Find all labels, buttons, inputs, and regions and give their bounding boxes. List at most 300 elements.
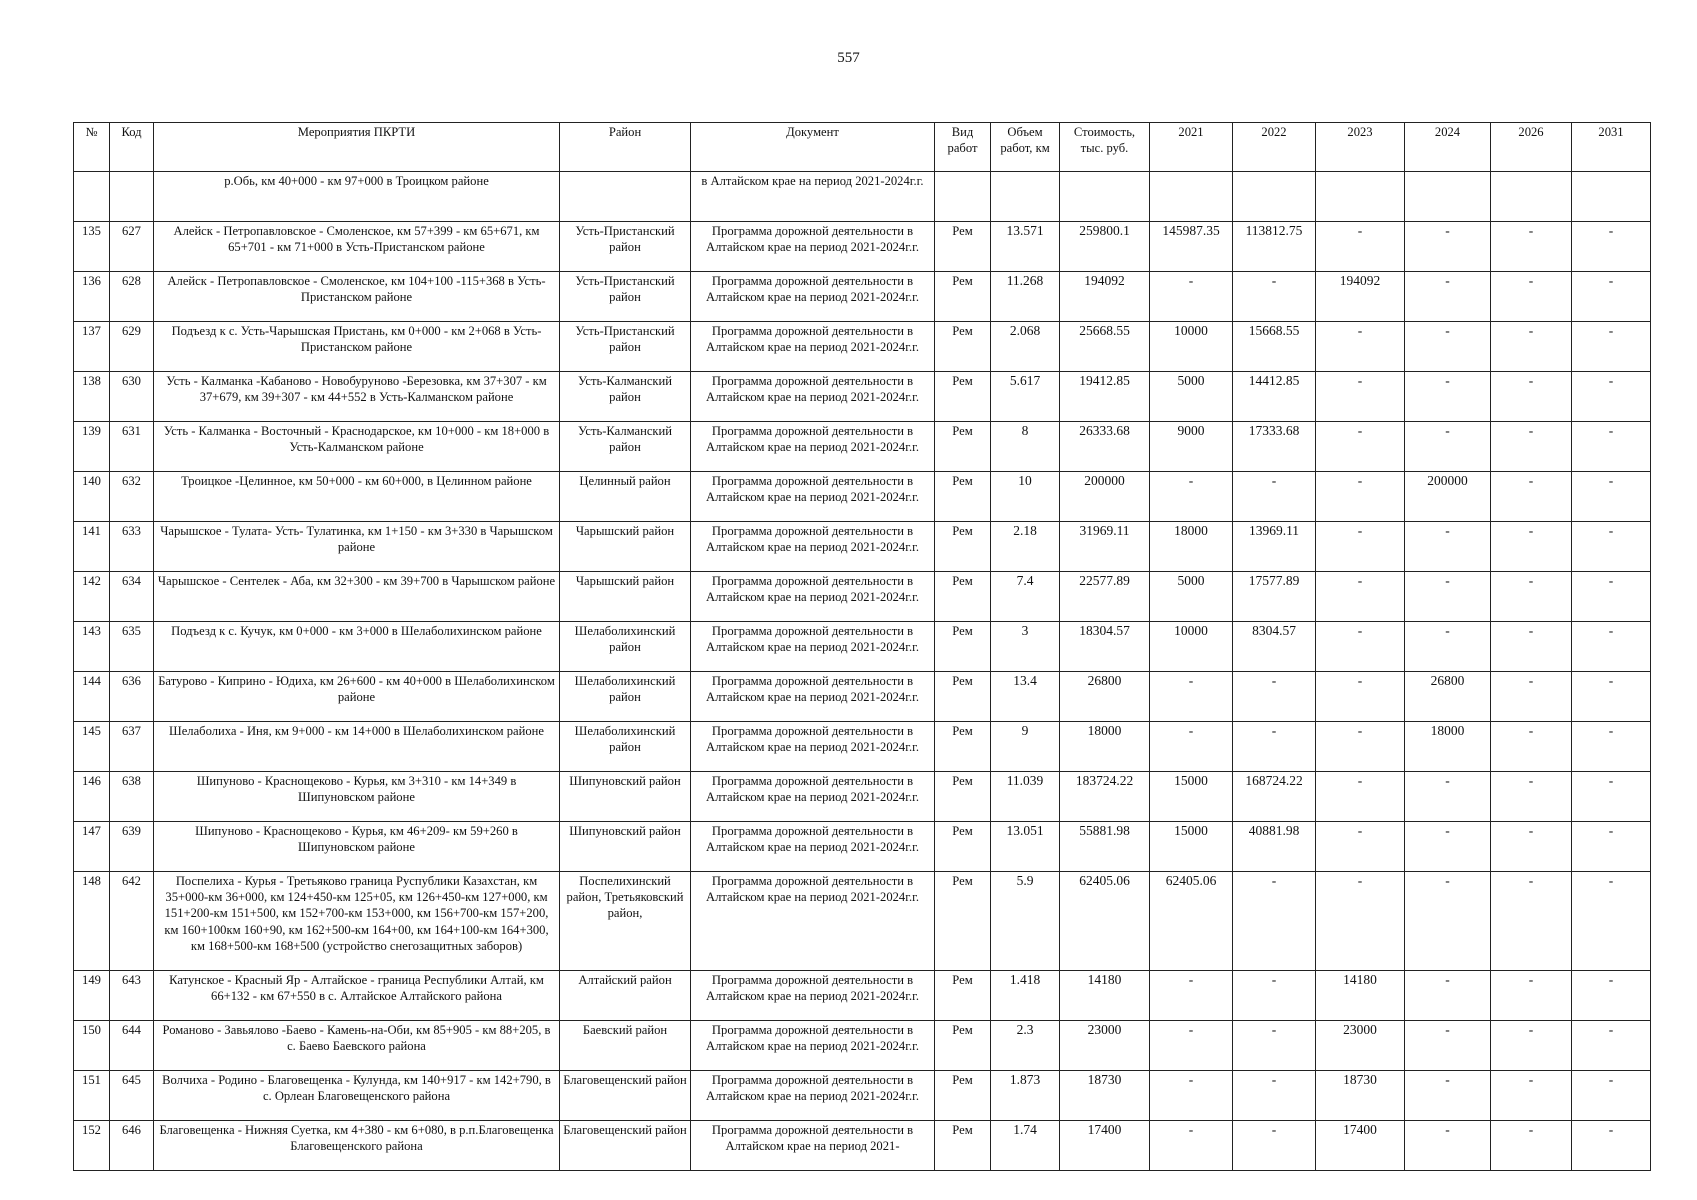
col-2021-cell: -	[1150, 472, 1233, 522]
col-2021-cell: -	[1150, 672, 1233, 722]
col-2022-cell: 15668.55	[1233, 322, 1316, 372]
col-2021-cell: 15000	[1150, 772, 1233, 822]
col-code-cell: 639	[110, 822, 154, 872]
col-work-type-cell: Рем	[935, 722, 991, 772]
col-measure-cell: Батурово - Киприно - Юдиха, км 26+600 - км 40+000 в Шелаболихинском районе	[154, 672, 560, 722]
col-2022-cell: -	[1233, 472, 1316, 522]
col-2021-cell: 15000	[1150, 822, 1233, 872]
col-work-type-cell: Рем	[935, 1121, 991, 1171]
col-district-cell: Алтайский район	[560, 971, 691, 1021]
col-volume-cell: 5.617	[991, 372, 1060, 422]
header-col-district: Район	[560, 123, 691, 172]
col-2022-cell: -	[1233, 971, 1316, 1021]
col-document-cell: Программа дорожной деятельности в Алтайском крае на период 2021-2024г.г.	[691, 1071, 935, 1121]
col-2022-cell: -	[1233, 672, 1316, 722]
col-code-cell: 632	[110, 472, 154, 522]
col-2026-cell: -	[1491, 971, 1572, 1021]
col-district-cell: Благовещенский район	[560, 1071, 691, 1121]
col-volume-cell: 1.418	[991, 971, 1060, 1021]
col-2024-cell: 18000	[1405, 722, 1491, 772]
col-work-type-cell	[935, 172, 991, 222]
col-2026-cell: -	[1491, 422, 1572, 472]
col-code-cell: 633	[110, 522, 154, 572]
col-district-cell: Чарышский район	[560, 572, 691, 622]
col-2026-cell: -	[1491, 622, 1572, 672]
col-2022-cell	[1233, 172, 1316, 222]
col-district-cell: Усть-Пристанский район	[560, 272, 691, 322]
col-code-cell: 631	[110, 422, 154, 472]
col-2031-cell: -	[1572, 222, 1651, 272]
col-document-cell: Программа дорожной деятельности в Алтайском крае на период 2021-2024г.г.	[691, 622, 935, 672]
col-cost-cell: 259800.1	[1060, 222, 1150, 272]
col-2023-cell: 14180	[1316, 971, 1405, 1021]
col-2031-cell: -	[1572, 422, 1651, 472]
col-2021-cell	[1150, 172, 1233, 222]
header-col-2026: 2026	[1491, 123, 1572, 172]
col-2031-cell: -	[1572, 272, 1651, 322]
col-district-cell: Шелаболихинский район	[560, 672, 691, 722]
col-2026-cell	[1491, 172, 1572, 222]
header-col-2031: 2031	[1572, 123, 1651, 172]
col-number-cell: 143	[74, 622, 110, 672]
col-cost-cell: 26333.68	[1060, 422, 1150, 472]
col-2031-cell: -	[1572, 1021, 1651, 1071]
col-2024-cell: -	[1405, 372, 1491, 422]
col-document-cell: Программа дорожной деятельности в Алтайском крае на период 2021-2024г.г.	[691, 222, 935, 272]
col-work-type-cell: Рем	[935, 1021, 991, 1071]
col-number-cell: 148	[74, 872, 110, 971]
table-body	[74, 172, 1651, 1171]
table-row	[74, 172, 1651, 222]
col-2031-cell: -	[1572, 872, 1651, 971]
col-document-cell: Программа дорожной деятельности в Алтайском крае на период 2021-2024г.г.	[691, 322, 935, 372]
col-volume-cell: 1.74	[991, 1121, 1060, 1171]
header-col-cost: Стоимость, тыс. руб.	[1060, 123, 1150, 172]
col-2024-cell: -	[1405, 522, 1491, 572]
col-2021-cell: 18000	[1150, 522, 1233, 572]
col-2026-cell: -	[1491, 1021, 1572, 1071]
col-volume-cell: 13.4	[991, 672, 1060, 722]
col-2021-cell: -	[1150, 1071, 1233, 1121]
col-number-cell: 146	[74, 772, 110, 822]
col-2031-cell	[1572, 172, 1651, 222]
col-2021-cell: -	[1150, 1121, 1233, 1171]
table-row	[74, 622, 1651, 672]
col-number-cell: 139	[74, 422, 110, 472]
col-2031-cell: -	[1572, 1121, 1651, 1171]
col-code-cell: 627	[110, 222, 154, 272]
col-2031-cell: -	[1572, 971, 1651, 1021]
col-2026-cell: -	[1491, 722, 1572, 772]
col-2023-cell: 194092	[1316, 272, 1405, 322]
col-2023-cell: 23000	[1316, 1021, 1405, 1071]
col-2031-cell: -	[1572, 672, 1651, 722]
col-2021-cell: 145987.35	[1150, 222, 1233, 272]
col-2021-cell: 5000	[1150, 572, 1233, 622]
col-number-cell: 149	[74, 971, 110, 1021]
table-row	[74, 222, 1651, 272]
col-2024-cell: -	[1405, 822, 1491, 872]
col-measure-cell: Алейск - Петропавловское - Смоленское, км 104+100 -115+368 в Усть-Пристанском районе	[154, 272, 560, 322]
col-2023-cell: 18730	[1316, 1071, 1405, 1121]
table-row	[74, 971, 1651, 1021]
header-col-number: №	[74, 123, 110, 172]
col-volume-cell: 7.4	[991, 572, 1060, 622]
col-document-cell: Программа дорожной деятельности в Алтайском крае на период 2021-2024г.г.	[691, 422, 935, 472]
col-number-cell: 137	[74, 322, 110, 372]
col-code-cell: 637	[110, 722, 154, 772]
col-cost-cell: 18000	[1060, 722, 1150, 772]
col-2022-cell: -	[1233, 722, 1316, 772]
col-cost-cell: 18730	[1060, 1071, 1150, 1121]
col-document-cell: Программа дорожной деятельности в Алтайском крае на период 2021-2024г.г.	[691, 971, 935, 1021]
col-document-cell: Программа дорожной деятельности в Алтайском крае на период 2021-2024г.г.	[691, 372, 935, 422]
col-2026-cell: -	[1491, 472, 1572, 522]
col-number-cell: 136	[74, 272, 110, 322]
col-work-type-cell: Рем	[935, 322, 991, 372]
col-work-type-cell: Рем	[935, 222, 991, 272]
col-document-cell: в Алтайском крае на период 2021-2024г.г.	[691, 172, 935, 222]
col-2023-cell: -	[1316, 322, 1405, 372]
table-header-row	[74, 123, 1651, 172]
col-2024-cell: -	[1405, 322, 1491, 372]
col-2024-cell: -	[1405, 1071, 1491, 1121]
col-cost-cell: 23000	[1060, 1021, 1150, 1071]
col-volume-cell: 11.039	[991, 772, 1060, 822]
col-number-cell: 142	[74, 572, 110, 622]
col-2031-cell: -	[1572, 572, 1651, 622]
col-2024-cell: -	[1405, 971, 1491, 1021]
col-code-cell: 636	[110, 672, 154, 722]
col-district-cell: Шипуновский район	[560, 822, 691, 872]
col-2023-cell: -	[1316, 772, 1405, 822]
col-cost-cell: 17400	[1060, 1121, 1150, 1171]
col-2024-cell: 200000	[1405, 472, 1491, 522]
col-document-cell: Программа дорожной деятельности в Алтайском крае на период 2021-2024г.г.	[691, 772, 935, 822]
col-cost-cell	[1060, 172, 1150, 222]
col-document-cell: Программа дорожной деятельности в Алтайском крае на период 2021-2024г.г.	[691, 572, 935, 622]
col-2022-cell: -	[1233, 1071, 1316, 1121]
col-volume-cell: 2.3	[991, 1021, 1060, 1071]
table-row	[74, 772, 1651, 822]
col-2031-cell: -	[1572, 822, 1651, 872]
col-code-cell: 644	[110, 1021, 154, 1071]
col-2021-cell: -	[1150, 722, 1233, 772]
col-measure-cell: Чарышское - Сентелек - Аба, км 32+300 - км 39+700 в Чарышском районе	[154, 572, 560, 622]
col-work-type-cell: Рем	[935, 522, 991, 572]
col-code-cell: 635	[110, 622, 154, 672]
col-measure-cell: Шипуново - Краснощеково - Курья, км 46+209- км 59+260 в Шипуновском районе	[154, 822, 560, 872]
col-measure-cell: Волчиха - Родино - Благовещенка - Кулунда, км 140+917 - км 142+790, в с. Орлеан Благовещенского района	[154, 1071, 560, 1121]
col-2023-cell: -	[1316, 572, 1405, 622]
col-measure-cell: Подъезд к с. Усть-Чарышская Пристань, км 0+000 - км 2+068 в Усть-Пристанском районе	[154, 322, 560, 372]
col-measure-cell: Подъезд к с. Кучук, км 0+000 - км 3+000 в Шелаболихинском районе	[154, 622, 560, 672]
col-work-type-cell: Рем	[935, 772, 991, 822]
col-volume-cell: 8	[991, 422, 1060, 472]
col-2022-cell: 14412.85	[1233, 372, 1316, 422]
col-2023-cell: -	[1316, 872, 1405, 971]
col-district-cell: Шипуновский район	[560, 772, 691, 822]
col-measure-cell: Благовещенка - Нижняя Суетка, км 4+380 - км 6+080, в р.п.Благовещенка Благовещенского района	[154, 1121, 560, 1171]
col-volume-cell: 5.9	[991, 872, 1060, 971]
col-cost-cell: 14180	[1060, 971, 1150, 1021]
header-col-2023: 2023	[1316, 123, 1405, 172]
col-measure-cell: Усть - Калманка -Кабаново - Новобуруново -Березовка, км 37+307 - км 37+679, км 39+307 - км 44+552 в Усть-Калманском районе	[154, 372, 560, 422]
table-row	[74, 322, 1651, 372]
col-2024-cell: -	[1405, 872, 1491, 971]
col-district-cell: Шелаболихинский район	[560, 622, 691, 672]
col-2023-cell: -	[1316, 422, 1405, 472]
col-2026-cell: -	[1491, 772, 1572, 822]
table-row	[74, 722, 1651, 772]
col-work-type-cell: Рем	[935, 971, 991, 1021]
col-work-type-cell: Рем	[935, 1071, 991, 1121]
col-cost-cell: 19412.85	[1060, 372, 1150, 422]
col-code-cell: 643	[110, 971, 154, 1021]
col-volume-cell: 13.051	[991, 822, 1060, 872]
col-2024-cell: -	[1405, 622, 1491, 672]
col-measure-cell: Троицкое -Целинное, км 50+000 - км 60+000, в Целинном районе	[154, 472, 560, 522]
col-work-type-cell: Рем	[935, 872, 991, 971]
table-row	[74, 522, 1651, 572]
col-2024-cell: -	[1405, 772, 1491, 822]
col-2021-cell: 5000	[1150, 372, 1233, 422]
col-2023-cell: -	[1316, 222, 1405, 272]
col-number-cell: 145	[74, 722, 110, 772]
col-cost-cell: 25668.55	[1060, 322, 1150, 372]
table-row	[74, 822, 1651, 872]
header-col-measure: Мероприятия ПКРТИ	[154, 123, 560, 172]
col-district-cell: Целинный район	[560, 472, 691, 522]
col-work-type-cell: Рем	[935, 422, 991, 472]
col-measure-cell: р.Обь, км 40+000 - км 97+000 в Троицком районе	[154, 172, 560, 222]
col-measure-cell: Шипуново - Краснощеково - Курья, км 3+310 - км 14+349 в Шипуновском районе	[154, 772, 560, 822]
col-district-cell: Шелаболихинский район	[560, 722, 691, 772]
col-2026-cell: -	[1491, 822, 1572, 872]
col-volume-cell	[991, 172, 1060, 222]
col-document-cell: Программа дорожной деятельности в Алтайском крае на период 2021-2024г.г.	[691, 822, 935, 872]
col-district-cell: Усть-Пристанский район	[560, 222, 691, 272]
col-2022-cell: 17333.68	[1233, 422, 1316, 472]
col-number-cell: 152	[74, 1121, 110, 1171]
col-2021-cell: -	[1150, 971, 1233, 1021]
col-measure-cell: Катунское - Красный Яр - Алтайское - граница Республики Алтай, км 66+132 - км 67+550 в с. Алтайское Алтайского района	[154, 971, 560, 1021]
col-work-type-cell: Рем	[935, 472, 991, 522]
col-2021-cell: 9000	[1150, 422, 1233, 472]
col-cost-cell: 18304.57	[1060, 622, 1150, 672]
col-work-type-cell: Рем	[935, 622, 991, 672]
col-2021-cell: -	[1150, 272, 1233, 322]
col-number-cell: 135	[74, 222, 110, 272]
col-2026-cell: -	[1491, 222, 1572, 272]
col-measure-cell: Шелаболиха - Иня, км 9+000 - км 14+000 в Шелаболихинском районе	[154, 722, 560, 772]
col-district-cell: Поспелихинский район, Третьяковский район,	[560, 872, 691, 971]
col-2026-cell: -	[1491, 872, 1572, 971]
col-number-cell: 144	[74, 672, 110, 722]
col-2024-cell: -	[1405, 1121, 1491, 1171]
col-2022-cell: 168724.22	[1233, 772, 1316, 822]
col-2031-cell: -	[1572, 722, 1651, 772]
col-code-cell: 629	[110, 322, 154, 372]
col-2023-cell: -	[1316, 472, 1405, 522]
col-cost-cell: 22577.89	[1060, 572, 1150, 622]
col-measure-cell: Усть - Калманка - Восточный - Краснодарское, км 10+000 - км 18+000 в Усть-Калманском районе	[154, 422, 560, 472]
table-row	[74, 1071, 1651, 1121]
col-measure-cell: Алейск - Петропавловское - Смоленское, км 57+399 - км 65+671, км 65+701 - км 71+000 в Усть-Пристанском районе	[154, 222, 560, 272]
header-col-volume: Объем работ, км	[991, 123, 1060, 172]
header-col-2022: 2022	[1233, 123, 1316, 172]
col-2026-cell: -	[1491, 1121, 1572, 1171]
col-cost-cell: 62405.06	[1060, 872, 1150, 971]
col-document-cell: Программа дорожной деятельности в Алтайском крае на период 2021-2024г.г.	[691, 272, 935, 322]
col-volume-cell: 3	[991, 622, 1060, 672]
table-row	[74, 1021, 1651, 1071]
col-2021-cell: 10000	[1150, 622, 1233, 672]
col-2022-cell: 8304.57	[1233, 622, 1316, 672]
col-document-cell: Программа дорожной деятельности в Алтайском крае на период 2021-2024г.г.	[691, 1021, 935, 1071]
col-2024-cell: 26800	[1405, 672, 1491, 722]
col-work-type-cell: Рем	[935, 572, 991, 622]
col-code-cell: 628	[110, 272, 154, 322]
col-2023-cell: -	[1316, 672, 1405, 722]
table-row	[74, 372, 1651, 422]
col-volume-cell: 1.873	[991, 1071, 1060, 1121]
col-cost-cell: 31969.11	[1060, 522, 1150, 572]
roads-program-table	[73, 122, 1651, 1171]
col-2022-cell: 13969.11	[1233, 522, 1316, 572]
header-col-document: Документ	[691, 123, 935, 172]
col-2031-cell: -	[1572, 522, 1651, 572]
col-2023-cell: -	[1316, 622, 1405, 672]
table-row	[74, 672, 1651, 722]
col-number-cell: 140	[74, 472, 110, 522]
col-number-cell: 151	[74, 1071, 110, 1121]
col-district-cell: Баевский район	[560, 1021, 691, 1071]
col-2026-cell: -	[1491, 322, 1572, 372]
header-col-2021: 2021	[1150, 123, 1233, 172]
col-2021-cell: 62405.06	[1150, 872, 1233, 971]
col-2026-cell: -	[1491, 522, 1572, 572]
table-row	[74, 1121, 1651, 1171]
col-district-cell: Усть-Пристанский район	[560, 322, 691, 372]
col-district-cell: Чарышский район	[560, 522, 691, 572]
col-2022-cell: -	[1233, 872, 1316, 971]
col-2022-cell: -	[1233, 272, 1316, 322]
col-work-type-cell: Рем	[935, 272, 991, 322]
col-document-cell: Программа дорожной деятельности в Алтайском крае на период 2021-2024г.г.	[691, 472, 935, 522]
col-2022-cell: 40881.98	[1233, 822, 1316, 872]
col-2031-cell: -	[1572, 622, 1651, 672]
col-2021-cell: 10000	[1150, 322, 1233, 372]
col-2022-cell: -	[1233, 1021, 1316, 1071]
col-code-cell: 638	[110, 772, 154, 822]
col-2031-cell: -	[1572, 1071, 1651, 1121]
col-volume-cell: 9	[991, 722, 1060, 772]
col-2022-cell: -	[1233, 1121, 1316, 1171]
col-2026-cell: -	[1491, 372, 1572, 422]
col-measure-cell: Романово - Завьялово -Баево - Камень-на-Оби, км 85+905 - км 88+205, в с. Баево Баевского района	[154, 1021, 560, 1071]
col-document-cell: Программа дорожной деятельности в Алтайском крае на период 2021-	[691, 1121, 935, 1171]
col-2022-cell: 17577.89	[1233, 572, 1316, 622]
col-number-cell: 138	[74, 372, 110, 422]
col-2024-cell: -	[1405, 272, 1491, 322]
col-number-cell: 150	[74, 1021, 110, 1071]
header-col-code: Код	[110, 123, 154, 172]
header-col-2024: 2024	[1405, 123, 1491, 172]
col-volume-cell: 13.571	[991, 222, 1060, 272]
col-cost-cell: 55881.98	[1060, 822, 1150, 872]
table-row	[74, 422, 1651, 472]
col-2024-cell: -	[1405, 572, 1491, 622]
col-2023-cell	[1316, 172, 1405, 222]
col-district-cell	[560, 172, 691, 222]
col-code-cell: 634	[110, 572, 154, 622]
header-col-work-type: Вид работ	[935, 123, 991, 172]
col-volume-cell: 10	[991, 472, 1060, 522]
col-code-cell: 630	[110, 372, 154, 422]
col-measure-cell: Поспелиха - Курья - Третьяково граница Руспублики Казахстан, км 35+000-км 36+000, км 124+450-км 125+05, км 126+450-км 127+000, км 151+200-км 151+500, км 152+700-км 153+000, км 156+700-км 157+200, км 160+100км 160+90, км 162+500-км 164+00, км 164+100-км 164+300, км 168+500-км 168+500 (устройство снегозащитных заборов)	[154, 872, 560, 971]
col-code-cell: 646	[110, 1121, 154, 1171]
col-2031-cell: -	[1572, 772, 1651, 822]
col-document-cell: Программа дорожной деятельности в Алтайском крае на период 2021-2024г.г.	[691, 672, 935, 722]
col-2031-cell: -	[1572, 372, 1651, 422]
col-2023-cell: -	[1316, 722, 1405, 772]
col-work-type-cell: Рем	[935, 822, 991, 872]
col-2024-cell: -	[1405, 422, 1491, 472]
page-number: 557	[837, 50, 860, 66]
col-2026-cell: -	[1491, 672, 1572, 722]
col-2023-cell: -	[1316, 372, 1405, 422]
col-cost-cell: 200000	[1060, 472, 1150, 522]
col-volume-cell: 2.068	[991, 322, 1060, 372]
col-number-cell	[74, 172, 110, 222]
col-volume-cell: 2.18	[991, 522, 1060, 572]
table-row	[74, 572, 1651, 622]
col-document-cell: Программа дорожной деятельности в Алтайском крае на период 2021-2024г.г.	[691, 722, 935, 772]
col-2022-cell: 113812.75	[1233, 222, 1316, 272]
col-2023-cell: -	[1316, 822, 1405, 872]
col-code-cell: 642	[110, 872, 154, 971]
col-cost-cell: 194092	[1060, 272, 1150, 322]
col-district-cell: Благовещенский район	[560, 1121, 691, 1171]
col-cost-cell: 26800	[1060, 672, 1150, 722]
col-document-cell: Программа дорожной деятельности в Алтайском крае на период 2021-2024г.г.	[691, 872, 935, 971]
col-number-cell: 141	[74, 522, 110, 572]
col-district-cell: Усть-Калманский район	[560, 372, 691, 422]
col-2026-cell: -	[1491, 572, 1572, 622]
col-2023-cell: 17400	[1316, 1121, 1405, 1171]
col-number-cell: 147	[74, 822, 110, 872]
col-measure-cell: Чарышское - Тулата- Усть- Тулатинка, км 1+150 - км 3+330 в Чарышском районе	[154, 522, 560, 572]
col-document-cell: Программа дорожной деятельности в Алтайском крае на период 2021-2024г.г.	[691, 522, 935, 572]
table-row	[74, 472, 1651, 522]
col-code-cell	[110, 172, 154, 222]
col-2026-cell: -	[1491, 1071, 1572, 1121]
table-row	[74, 872, 1651, 971]
col-2023-cell: -	[1316, 522, 1405, 572]
col-cost-cell: 183724.22	[1060, 772, 1150, 822]
col-2026-cell: -	[1491, 272, 1572, 322]
table-row	[74, 272, 1651, 322]
col-2031-cell: -	[1572, 472, 1651, 522]
col-code-cell: 645	[110, 1071, 154, 1121]
col-work-type-cell: Рем	[935, 672, 991, 722]
col-2024-cell	[1405, 172, 1491, 222]
col-2021-cell: -	[1150, 1021, 1233, 1071]
col-2031-cell: -	[1572, 322, 1651, 372]
col-district-cell: Усть-Калманский район	[560, 422, 691, 472]
col-work-type-cell: Рем	[935, 372, 991, 422]
